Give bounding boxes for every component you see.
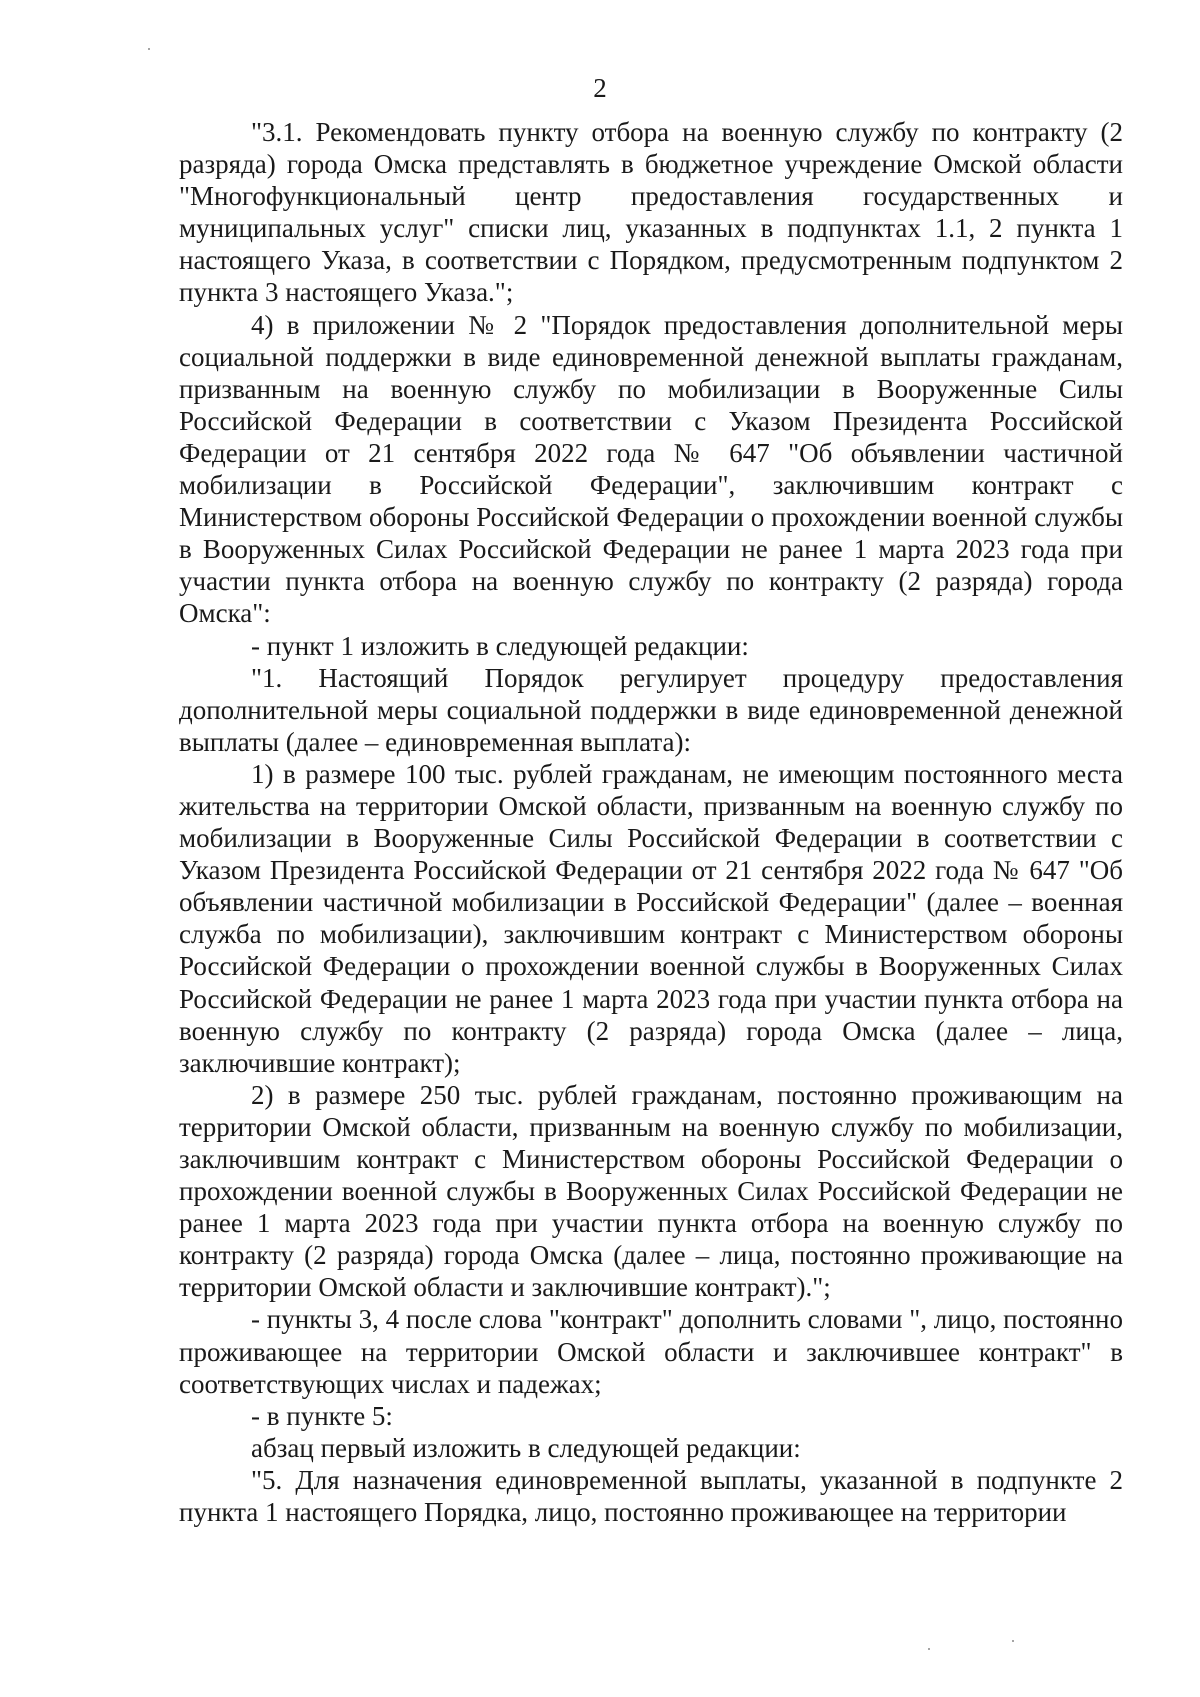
page-number: 2 <box>593 73 607 103</box>
paragraph-point-1-text: "1. Настоящий Порядок регулирует процедуру предоставления дополнительной меры социальной поддержки в виде единовременной денежной выплаты (далее – единовременная выплата): <box>179 662 1123 757</box>
paragraph-first-abzac: абзац первый изложить в следующей редакции: <box>251 1432 801 1463</box>
scan-speck <box>928 1648 930 1650</box>
scan-speck <box>148 48 150 50</box>
paragraph-item-4: 4) в приложении № 2 "Порядок предоставления дополнительной меры социальной поддержки в виде единовременной денежной выплаты гражданам, призванным на военную службу по мобилизации в Вооруженные Силы Российской Федерации в соответствии с Указом Президента Российской Федерации от 21 сентября 2022 года № 647 "Об объявлении частичной мобилизации в Российской Федерации", заключившим контракт с Министерством обороны Российской Федерации о прохождении военной службы в Вооруженных Силах Российской Федерации не ранее 1 марта 2023 года при участии пункта отбора на военную службу по контракту (2 разряда) города Омска": <box>179 309 1123 629</box>
paragraph-points-3-4: - пункты 3, 4 после слова "контракт" дополнить словами ", лицо, постоянно проживающее на территории Омской области и заключившее контракт" в соответствующих числах и падежах; <box>179 1304 1123 1399</box>
paragraph-subitem-1: 1) в размере 100 тыс. рублей гражданам, не имеющим постоянного места жительства на территории Омской области, призванным на военную службу по мобилизации в Вооруженные Силы Российской Федерации в соответствии с Указом Президента Российской Федерации от 21 сентября 2022 года № 647 "Об объявлении частичной мобилизации в Российской Федерации" (далее – военная служба по мобилизации), заключившим контракт с Министерством обороны Российской Федерации о прохождении военной службы в Вооруженных Силах Российской Федерации не ранее 1 марта 2023 года при участии пункта отбора на военную службу по контракту (2 разряда) города Омска (далее – лица, заключившие контракт); <box>179 758 1123 1078</box>
paragraph-subitem-2: 2) в размере 250 тыс. рублей гражданам, постоянно проживающим на территории Омской области, призванным на военную службу по мобилизации, заключившим контракт с Министерством обороны Российской Федерации о прохождении военной службы в Вооруженных Силах Российской Федерации не ранее 1 марта 2023 года при участии пункта отбора на военную службу по контракту (2 разряда) города Омска (далее – лица, постоянно проживающие на территории Омской области и заключившие контракт)."; <box>179 1079 1123 1303</box>
paragraph-3-1: "3.1. Рекомендовать пункту отбора на военную службу по контракту (2 разряда) города Омска представлять в бюджетное учреждение Омской области "Многофункциональный центр предоставления государственных и муниципальных услуг" списки лиц, указанных в подпунктах 1.1, 2 пункта 1 настоящего Указа, в соответствии с Порядком, предусмотренным подпунктом 2 пункта 3 настоящего Указа."; <box>179 117 1123 308</box>
paragraph-point-5-text: "5. Для назначения единовременной выплаты, указанной в подпункте 2 пункта 1 настоящего Порядка, лицо, постоянно проживающее на территории <box>179 1464 1123 1528</box>
paragraph-point-5-intro: - в пункте 5: <box>251 1400 393 1431</box>
scan-speck <box>1012 1640 1014 1642</box>
document-body <box>179 116 1123 1528</box>
paragraph-point-1-edit: - пункт 1 изложить в следующей редакции: <box>251 630 749 661</box>
